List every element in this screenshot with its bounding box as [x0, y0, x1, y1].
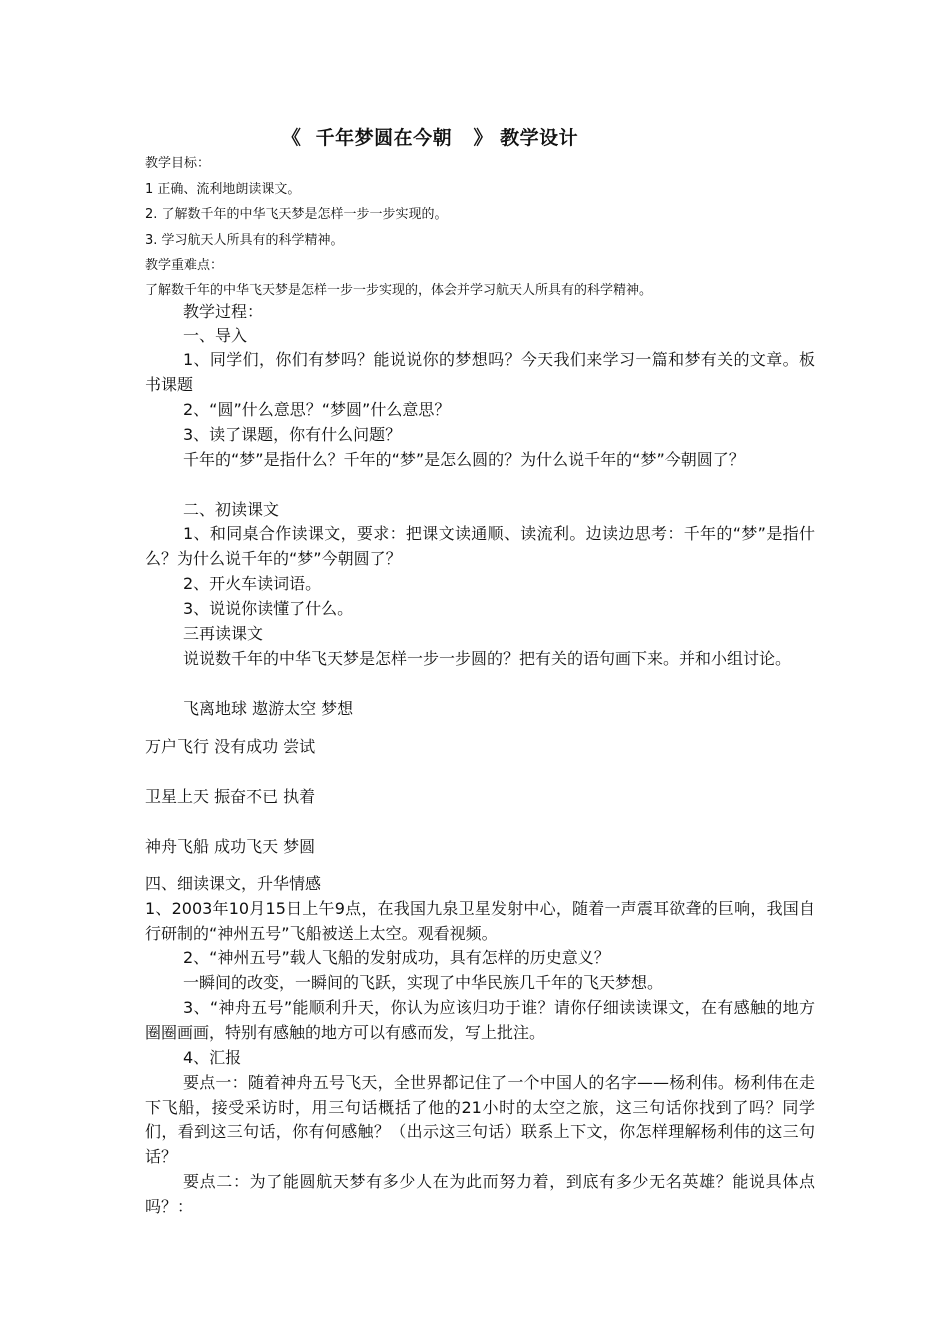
section-2-title: 二、初读课文	[183, 500, 280, 519]
objective-item: 3. 学习航天人所具有的科学精神。	[145, 233, 344, 248]
section-4-paragraph: 要点二：为了能圆航天梦有多少人在为此而努力着，到底有多少无名英雄？能说具体点吗？：	[145, 1172, 815, 1216]
process-heading: 教学过程：	[183, 302, 264, 321]
board-line: 卫星上天 振奋不已 执着	[145, 787, 316, 806]
objectives-heading: 教学目标：	[145, 156, 211, 171]
section-1-paragraph: 千年的“梦”是指什么？千年的“梦”是怎么圆的？为什么说千年的“梦”今朝圆了？	[183, 450, 745, 469]
board-line: 飞离地球 遨游太空 梦想	[183, 699, 354, 718]
section-2-paragraph: 3、说说你读懂了什么。	[183, 599, 354, 618]
section-3-title: 三再读课文	[183, 624, 264, 643]
section-1-title: 一、导入	[183, 326, 248, 345]
section-4-paragraph: 要点一：随着神舟五号飞天，全世界都记住了一个中国人的名字——杨利伟。杨利伟在走下飞船，接受采访时，用三句话概括了他的21小时的太空之旅，这三句话你找到了吗？同学们，看到这三句话，你有何感触？（出示这三句话）联系上下文，你怎样理解杨利伟的这三句话？	[145, 1073, 815, 1166]
section-1-paragraph: 3、读了课题，你有什么问题？	[183, 425, 402, 444]
board-line: 神舟飞船 成功飞天 梦圆	[145, 837, 316, 856]
key-points-text: 了解数千年的中华飞天梦是怎样一步一步实现的，体会并学习航天人所具有的科学精神。	[145, 283, 653, 298]
section-4-paragraph: 一瞬间的改变，一瞬间的飞跃，实现了中华民族几千年的飞天梦想。	[183, 973, 664, 992]
section-1-paragraph: 1、同学们，你们有梦吗？能说说你的梦想吗？今天我们来学习一篇和梦有关的文章。板书课题	[145, 350, 815, 394]
document-title: 《 千年梦圆在今朝 》 教学设计	[281, 127, 579, 149]
section-4-paragraph: 4、汇报	[183, 1048, 242, 1067]
section-1-paragraph: 2、“圆”什么意思？“梦圆”什么意思？	[183, 400, 451, 419]
section-2-paragraph: 1、和同桌合作读课文，要求：把课文读通顺、读流利。边读边思考：千年的“梦”是指什么？为什么说千年的“梦”今朝圆了？	[145, 524, 815, 568]
objective-item: 1 正确、流利地朗读课文。	[145, 182, 301, 197]
section-2-paragraph: 2、开火车读词语。	[183, 574, 322, 593]
board-line: 万户飞行 没有成功 尝试	[145, 737, 316, 756]
section-3-paragraph: 说说数千年的中华飞天梦是怎样一步一步圆的？把有关的语句画下来。并和小组讨论。	[183, 649, 792, 668]
section-4-paragraph: 2、“神州五号”载人飞船的发射成功，具有怎样的历史意义？	[183, 948, 610, 967]
section-4-title: 四、细读课文，升华情感	[145, 874, 322, 893]
section-4-paragraph: 3、“神舟五号”能顺利升天，你认为应该归功于谁？请你仔细读读课文，在有感触的地方圈圈画画，特别有感触的地方可以有感而发，写上批注。	[145, 998, 815, 1042]
key-points-heading: 教学重难点：	[145, 258, 224, 273]
section-4-paragraph: 1、2003年10月15日上午9点，在我国九泉卫星发射中心，随着一声震耳欲聋的巨响，我国自行研制的“神州五号”飞船被送上太空。观看视频。	[145, 899, 815, 943]
objective-item: 2. 了解数千年的中华飞天梦是怎样一步一步实现的。	[145, 207, 448, 222]
